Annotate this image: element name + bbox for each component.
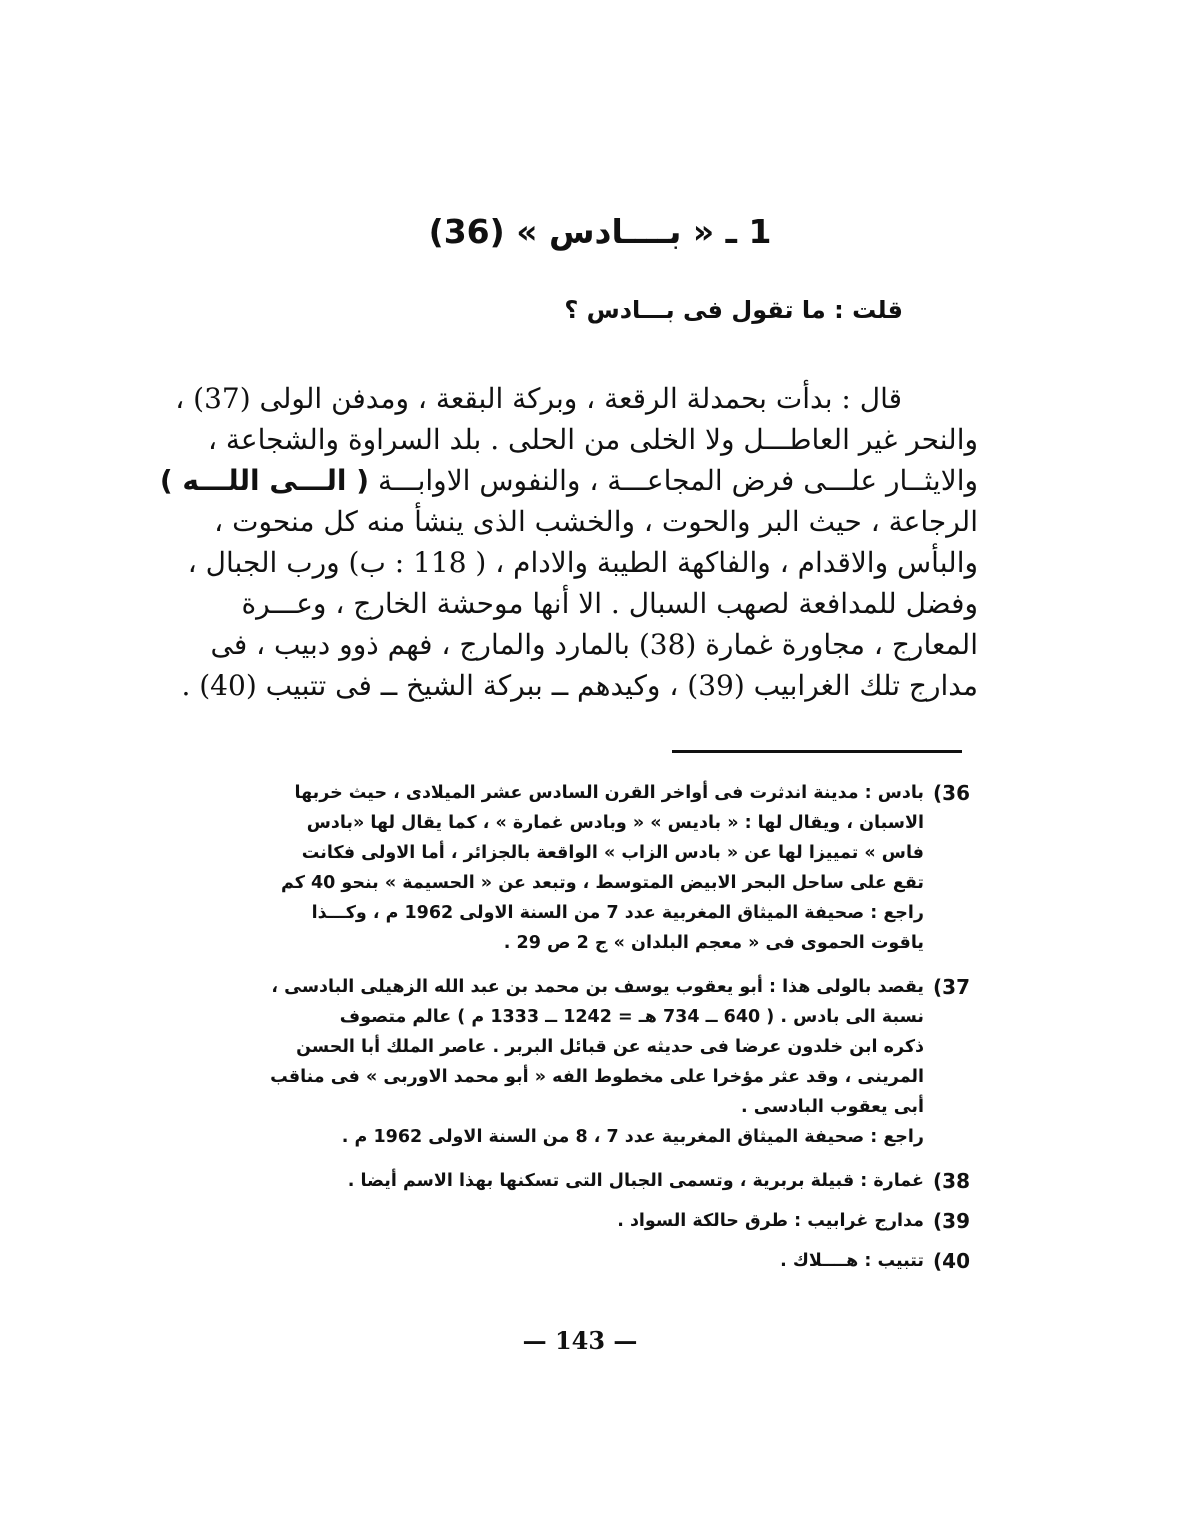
footnote-line: راجع : صحيفة الميثاق المغربية عدد 7 من السنة الاولى 1962 م ، وكـــذا: [311, 903, 924, 923]
footnote-line: يقصد بالولى هذا : أبو يعقوب يوسف بن محمد بن عبد الله الزهيلى البادسى ،: [271, 977, 924, 997]
page-number: — 143 —: [522, 1326, 638, 1355]
footnote-39: [160, 1206, 970, 1236]
footnote-36: [160, 778, 970, 958]
footnote-line: تتبيب : هــــلاك .: [780, 1251, 924, 1271]
footnote-line: أبى يعقوب البادسى .: [741, 1097, 924, 1117]
footnote-line: فاس » تمييزا لها عن « بادس الزاب » الواقعة بالجزائر ، أما الاولى فكانت: [301, 843, 924, 863]
body-line-text: والايثــار علـــى فرض المجاعـــة ، والنفوس الاوابـــة: [377, 464, 978, 497]
footnote-number: (39: [933, 1209, 970, 1233]
footnote-number: (36: [933, 781, 970, 805]
footnote-line: ياقوت الحموى فى « معجم البلدان » ج 2 ص 29 .: [503, 933, 924, 953]
footnote-37: [160, 972, 970, 1152]
footnote-line: راجع : صحيفة الميثاق المغربية عدد 7 ، 8 من السنة الاولى 1962 م .: [341, 1127, 924, 1147]
footnotes: [160, 778, 970, 1286]
body-line: قال : بدأت بحمدلة الرقعة ، وبركة البقعة ، ومدفن الولى (37) ،: [175, 382, 902, 415]
footnote-38: [160, 1166, 970, 1196]
body-line: والبأس والاقدام ، والفاكهة الطيبة والادام ، ( 118 : ب) ورب الجبال ،: [187, 546, 978, 579]
footnote-separator: [672, 750, 962, 753]
footnote-40: [160, 1246, 970, 1276]
footnote-number: (38: [933, 1169, 970, 1193]
footnote-line: ذكره ابن خلدون عرضا فى حديثه عن قبائل البربر . عاصر الملك أبا الحسن: [296, 1037, 924, 1057]
body-line: الرجاعة ، حيث البر والحوت ، والخشب الذى ينشأ منه كل منحوت ،: [214, 505, 978, 538]
question-line: قلت : ما تقول فى بـــادس ؟: [564, 296, 903, 324]
body-line: وفضل للمدافعة لصهب السبال . الا أنها موحشة الخارج ، وعـــرة: [241, 587, 978, 620]
bold-phrase: ( الـــى اللـــه ): [159, 464, 370, 497]
footnote-line: تقع على ساحل البحر الابيض المتوسط ، وتبعد عن « الحسيمة » بنحو 40 كم: [280, 873, 924, 893]
body-paragraph: [159, 378, 978, 706]
footnote-line: بادس : مدينة اندثرت فى أواخر القرن السادس عشر الميلادى ، حيث خربها: [294, 783, 924, 803]
footnote-line: مدارج غرابيب : طرق حالكة السواد .: [617, 1211, 924, 1231]
footnote-line: نسبة الى بادس . ( 640 ــ 734 هـ = 1242 ــ 1333 م ) عالم متصوف: [339, 1007, 924, 1027]
footnote-line: الاسبان ، ويقال لها : « باديس » « وبادس غمارة » ، كما يقال لها «بادس: [306, 813, 924, 833]
footnote-line: المرينى ، وقد عثر مؤخرا على مخطوط الفه « أبو محمد الاوربى » فى مناقب: [270, 1067, 924, 1087]
body-line: [159, 460, 978, 501]
footnote-line: غمارة : قبيلة بربرية ، وتسمى الجبال التى تسكنها بهذا الاسم أيضا .: [347, 1171, 924, 1191]
footnote-number: (37: [933, 975, 970, 999]
body-line: مدارج تلك الغرابيب (39) ، وكيدهم ــ ببركة الشيخ ــ فى تتبيب (40) .: [181, 669, 978, 702]
body-line: والنحر غير العاطـــل ولا الخلى من الحلى . بلد السراوة والشجاعة ،: [207, 423, 978, 456]
footnote-number: (40: [933, 1249, 970, 1273]
section-heading: 1 ـ « بــــادس » (36): [428, 212, 772, 251]
body-line: المعارج ، مجاورة غمارة (38) بالمارد والمارج ، فهم ذوو دبيب ، فى: [210, 628, 978, 661]
